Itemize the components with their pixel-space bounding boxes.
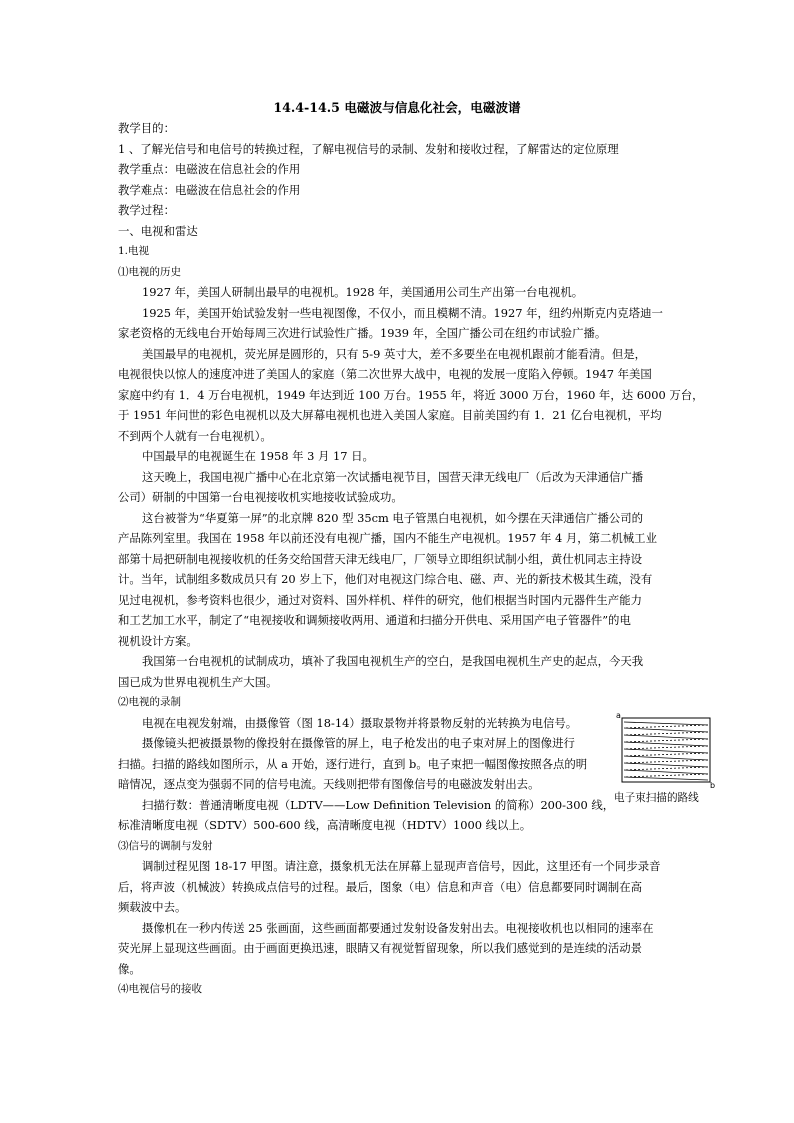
subsection-heading: 1.电视 [118, 245, 150, 257]
section-heading: 一、电视和雷达 [118, 223, 198, 238]
text-line: 教学难点：电磁波在信息社会的作用 [118, 182, 301, 197]
text-line: 中国最早的电视诞生在 1958 年 3 月 17 日。 [142, 449, 374, 463]
text-line: 家庭中约有 1．4 万台电视机，1949 年达到近 100 万台。1955 年，将近 3000 万台，1960 年，达 6000 万台， [118, 387, 704, 402]
text-line: 暗情况，逐点变为强弱不同的信号电流。天线则把带有图像信号的电磁波发射出去。 [118, 777, 540, 791]
text-line: 视机设计方案。 [118, 633, 198, 648]
scan-lines [624, 722, 708, 780]
text-line: 扫描行数：普通清晰度电视（LDTV——Low Definition Television 的简称）200-300 线， [142, 797, 615, 812]
subsection-heading: ⑷电视信号的接收 [118, 983, 202, 995]
label-a: a [616, 712, 621, 720]
text-line: 摄像机在一秒内传送 25 张画面，这些画面都要通过发射设备发射出去。电视接收机也以相同的速率在 [142, 920, 654, 935]
text-line: 公司）研制的中国第一台电视接收机实地接收试验成功。 [118, 490, 403, 504]
text-line: 这天晚上，我国电视广播中心在北京第一次试播电视节目，国营天津无线电厂（后改为天津通信广播 [142, 469, 644, 484]
text-line: 扫描。扫描的路线如图所示，从 a 开始，逐行进行，直到 b。电子束把一幅图像按照各点的明 [118, 756, 588, 771]
text-line: 教学过程： [118, 203, 175, 217]
text-line: 荧光屏上显现这些画面。由于画面更换迅速，眼睛又有视觉暂留现象，所以我们感觉到的是连续的活动景 [118, 941, 642, 955]
text-line: 部第十局把研制电视接收机的任务交给国营天津无线电厂，厂领导立即组织试制小组，黄仕机同志主持设 [118, 551, 642, 566]
subsection-heading: ⑵电视的录制 [118, 696, 181, 708]
text-line: 教学目的： [118, 121, 175, 135]
text-line: 美国最早的电视机，荧光屏是圆形的，只有 5-9 英寸大，差不多要坐在电视机跟前才能看清。但是， [142, 346, 646, 361]
text-line: 教学重点：电磁波在信息社会的作用 [118, 162, 301, 176]
text-line: 标准清晰度电视（SDTV）500-600 线，高清晰度电视（HDTV）1000 线以上。 [118, 818, 532, 832]
text-line: 电视很快以惊人的速度冲进了美国人的家庭（第二次世界大战中，电视的发展一度陷入停顿。1947 年美国 [118, 367, 652, 381]
text-line: 1 、了解光信号和电信号的转换过程，了解电视信号的录制、发射和接收过程，了解雷达的定位原理 [118, 141, 619, 156]
text-line: 见过电视机，参考资料也很少，通过对资料、国外样机、样件的研究，他们根据当时国内元器件生产能力 [118, 592, 642, 607]
text-line: 摄像镜头把被摄景物的像投射在摄像管的屏上，电子枪发出的电子束对屏上的图像进行 [142, 736, 575, 750]
text-line: 和工艺加工水平，制定了“电视接收和调频接收两用、通道和扫描分开供电、采用国产电子管器件”的电 [118, 613, 631, 627]
document-title: 14.4-14.5 电磁波与信息化社会，电磁波谱 [273, 100, 521, 115]
text-line: 这台被誉为“华夏第一屏”的北京牌 820 型 35cm 电子管黑白电视机，如今摆在天津通信广播公司的 [142, 510, 644, 525]
header-section [118, 118, 704, 1000]
text-line: 于 1951 年问世的彩色电视机以及大屏幕电视机也进入美国人家庭。目前美国约有 1．21 亿台电视机，平均 [118, 408, 662, 422]
text-line: 后，将声波（机械波）转换成点信号的过程。最后，图象（电）信息和声音（电）信息都要同时调制在高 [118, 879, 642, 894]
text-line: 1927 年，美国人研制出最早的电视机。1928 年，美国通用公司生产出第一台电视机。 [142, 285, 584, 299]
text-line: 不到两个人就有一台电视机）。 [118, 428, 272, 443]
text-line: 国已成为世界电视机生产大国。 [118, 674, 278, 689]
text-line: 家老资格的无线电台开始每周三次进行试验性广播。1939 年，全国广播公司在纽约市试验广播。 [118, 326, 607, 340]
subsection-heading: ⑶信号的调制与发射 [118, 839, 213, 852]
text-line: 我国第一台电视机的试制成功，填补了我国电视机生产的空白，是我国电视机生产史的起点，今天我 [142, 654, 644, 668]
text-line: 电视在电视发射端，由摄像管（图 18-14）摄取景物并将景物反射的光转换为电信号。 [142, 715, 578, 730]
text-line: 像。 [118, 961, 141, 976]
text-line: 频载波中去。 [118, 900, 187, 914]
label-b: b [710, 781, 716, 790]
text-line: 计。当年，试制组多数成员只有 20 岁上下，他们对电视这门综合电、磁、声、光的新技术极其生疏，没有 [118, 572, 653, 586]
figure-caption: 电子束扫描的路线 [614, 792, 699, 804]
subsection-heading: ⑴电视的历史 [118, 265, 181, 278]
text-line: 调制过程见图 18-17 甲图。请注意，摄象机无法在屏幕上显现声音信号，因此，这里还有一个同步录音 [142, 859, 661, 873]
text-line: 1925 年，美国开始试验发射一些电视图像，不仅小，而且模糊不清。1927 年，纽约州斯克内克塔迪一 [142, 305, 663, 320]
text-line: 产品陈列室里。我国在 1958 年以前还没有电视广播，国内不能生产电视机。1957 年 4 月，第二机械工业 [118, 531, 657, 545]
